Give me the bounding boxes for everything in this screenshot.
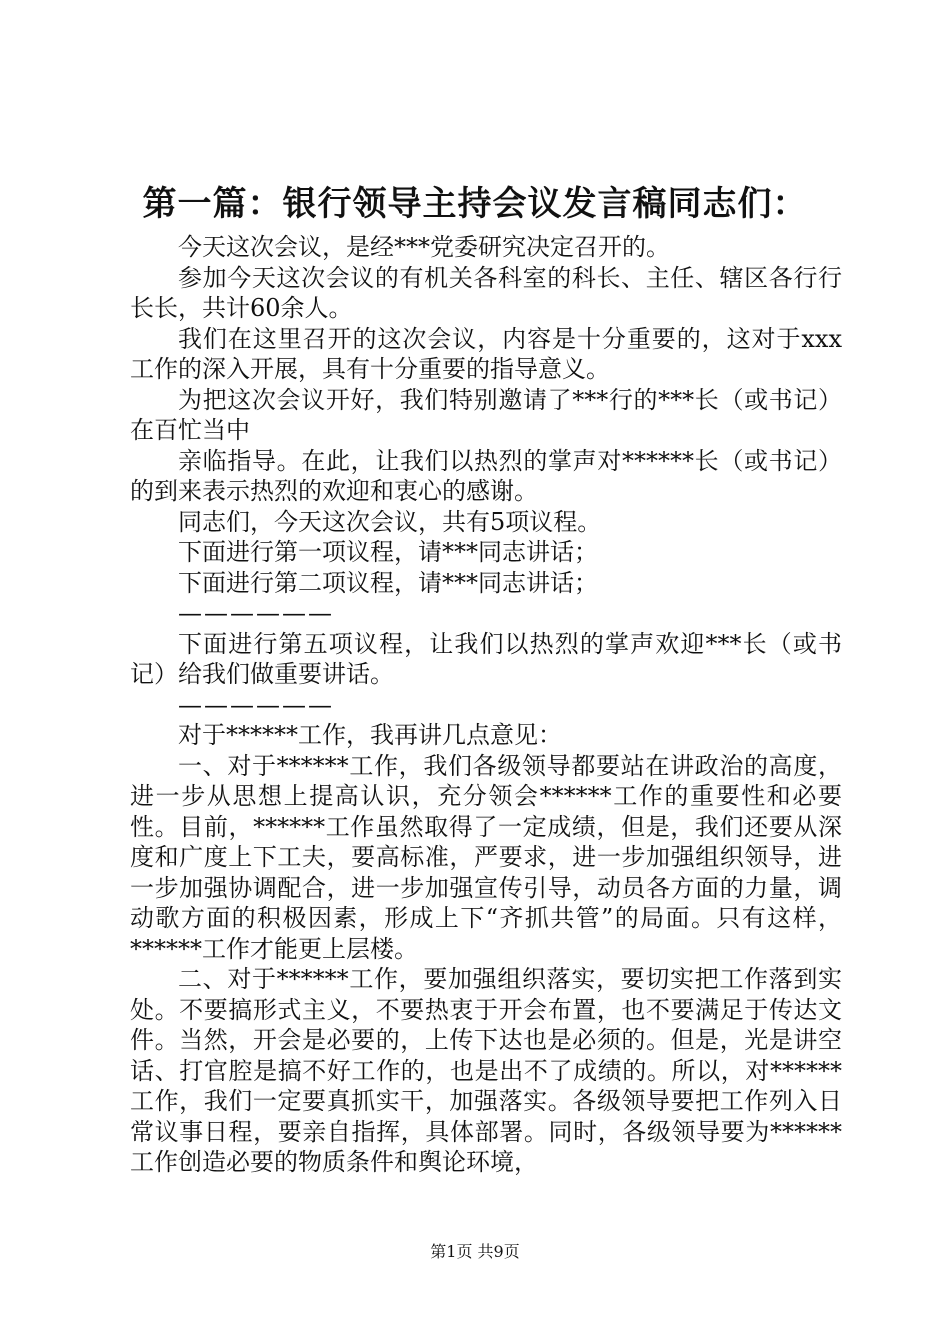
paragraph: 亲临指导。在此，让我们以热烈的掌声对******长（或书记）的到来表示热烈的欢迎和衷心的感谢。: [130, 446, 842, 505]
paragraph: 同志们，今天这次会议，共有5项议程。: [178, 507, 602, 536]
separator-line: ——————: [178, 599, 334, 627]
paragraph: 我们在这里召开的这次会议，内容是十分重要的，这对于xxx工作的深入开展，具有十分重要的指导意义。: [130, 324, 842, 383]
paragraph: 下面进行第一项议程，请***同志讲话；: [178, 538, 598, 566]
paragraph: 下面进行第五项议程，让我们以热烈的掌声欢迎***长（或书记）给我们做重要讲话。: [130, 629, 842, 688]
paragraph: 下面进行第二项议程，请***同志讲话；: [178, 568, 598, 597]
separator-line: ——————: [178, 690, 334, 719]
paragraph: 为把这次会议开好，我们特别邀请了***行的***长（或书记）在百忙当中: [130, 385, 842, 444]
page-number-footer: 第1页 共9页: [430, 1242, 520, 1261]
paragraph: 对于******工作，我再讲几点意见：: [178, 721, 562, 749]
document-title: 第一篇：银行领导主持会议发言稿同志们：: [142, 184, 808, 224]
document-body: [130, 232, 842, 1178]
paragraph: 今天这次会议，是经***党委研究决定召开的。: [178, 233, 670, 261]
paragraph: 参加今天这次会议的有机关各科室的科长、主任、辖区各行行长长，共计60余人。: [130, 263, 842, 322]
paragraph: 二、对于******工作，要加强组织落实，要切实把工作落到实处。不要搞形式主义，不要热衷于开会布置，也不要满足于传达文件。当然，开会是必要的，上传下达也是必须的。但是，光是讲空话、打官腔是搞不好工作的，也是出不了成绩的。所以，对******工作，我们一定要真抓实干，加强落实。各级领导要把工作列入日常议事日程，要亲自指挥，具体部署。同时，各级领导要为******工作创造必要的物质条件和舆论环境，: [130, 965, 842, 1176]
paragraph: 一、对于******工作，我们各级领导都要站在讲政治的高度，进一步从思想上提高认识，充分领会******工作的重要性和必要性。目前，******工作虽然取得了一定成绩，但是，我们还要从深度和广度上下工夫，要高标准，严要求，进一步加强组织领导，进一步加强协调配合，进一步加强宣传引导，动员各方面的力量，调动歌方面的积极因素，形成上下“齐抓共管”的局面。只有这样，******工作才能更上层楼。: [130, 751, 842, 963]
